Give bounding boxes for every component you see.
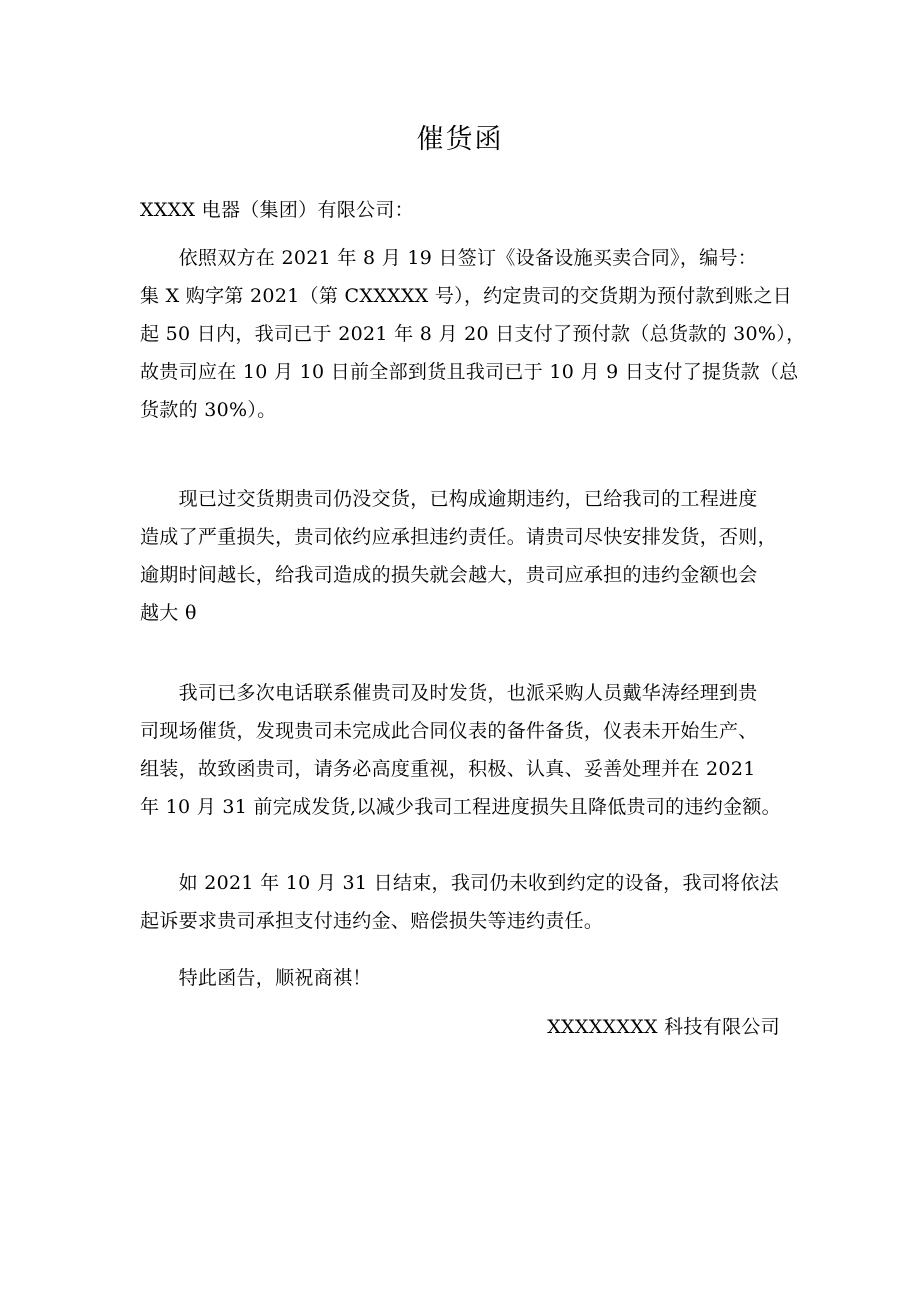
paragraph-line: 货款的 30%）。 bbox=[140, 399, 277, 421]
paragraph-line: 依照双方在 2021 年 8 月 19 日签订《设备设施买卖合同》，编号： bbox=[140, 247, 758, 269]
paragraph-line: 故贵司应在 10 月 10 日前全部到货且我司已于 10 月 9 日支付了提货款（总 bbox=[140, 361, 799, 383]
closing-line bbox=[140, 959, 790, 997]
paragraph-line: 现已过交货期贵司仍没交货，已构成逾期违约，已给我司的工程进度 bbox=[140, 488, 758, 510]
paragraph-line: 造成了严重损失，贵司依约应承担违约责任。请贵司尽快安排发货，否则， bbox=[140, 526, 777, 548]
signature-company: XXXXXXXX 科技有限公司 bbox=[547, 1016, 780, 1038]
paragraph-2 bbox=[140, 480, 790, 632]
salutation: XXXX 电器（集团）有限公司： bbox=[140, 199, 414, 221]
paragraph-line: 起 50 日内，我司已于 2021 年 8 月 20 日支付了预付款（总货款的 30%）， bbox=[140, 323, 806, 345]
paragraph-line: 组装，故致函贵司，请务必高度重视，积极、认真、妥善处理并在 2021 bbox=[140, 758, 756, 780]
document-title: 催货函 bbox=[416, 124, 504, 155]
paragraph-line: 我司已多次电话联系催贵司及时发货，也派采购人员戴华涛经理到贵 bbox=[140, 682, 758, 704]
paragraph-line: 越大 θ bbox=[140, 602, 197, 624]
paragraph-4 bbox=[140, 864, 790, 940]
paragraph-line: 起诉要求贵司承担支付违约金、赔偿损失等违约责任。 bbox=[140, 910, 604, 932]
paragraph-line: 年 10 月 31 前完成发货,以减少我司工程进度损失且降低贵司的违约金额。 bbox=[140, 796, 781, 818]
paragraph-3 bbox=[140, 674, 790, 826]
paragraph-1 bbox=[140, 239, 806, 429]
paragraph-line: 司现场催货，发现贵司未完成此合同仪表的备件备货，仪表未开始生产、 bbox=[140, 720, 758, 742]
paragraph-line: 逾期时间越长，给我司造成的损失就会越大，贵司应承担的违约金额也会 bbox=[140, 564, 758, 586]
paragraph-line: 特此函告，顺祝商祺！ bbox=[140, 967, 372, 989]
paragraph-line: 集 X 购字第 2021（第 CXXXXX 号），约定贵司的交货期为预付款到账之日 bbox=[140, 285, 793, 307]
paragraph-line: 如 2021 年 10 月 31 日结束，我司仍未收到约定的设备，我司将依法 bbox=[140, 872, 779, 894]
